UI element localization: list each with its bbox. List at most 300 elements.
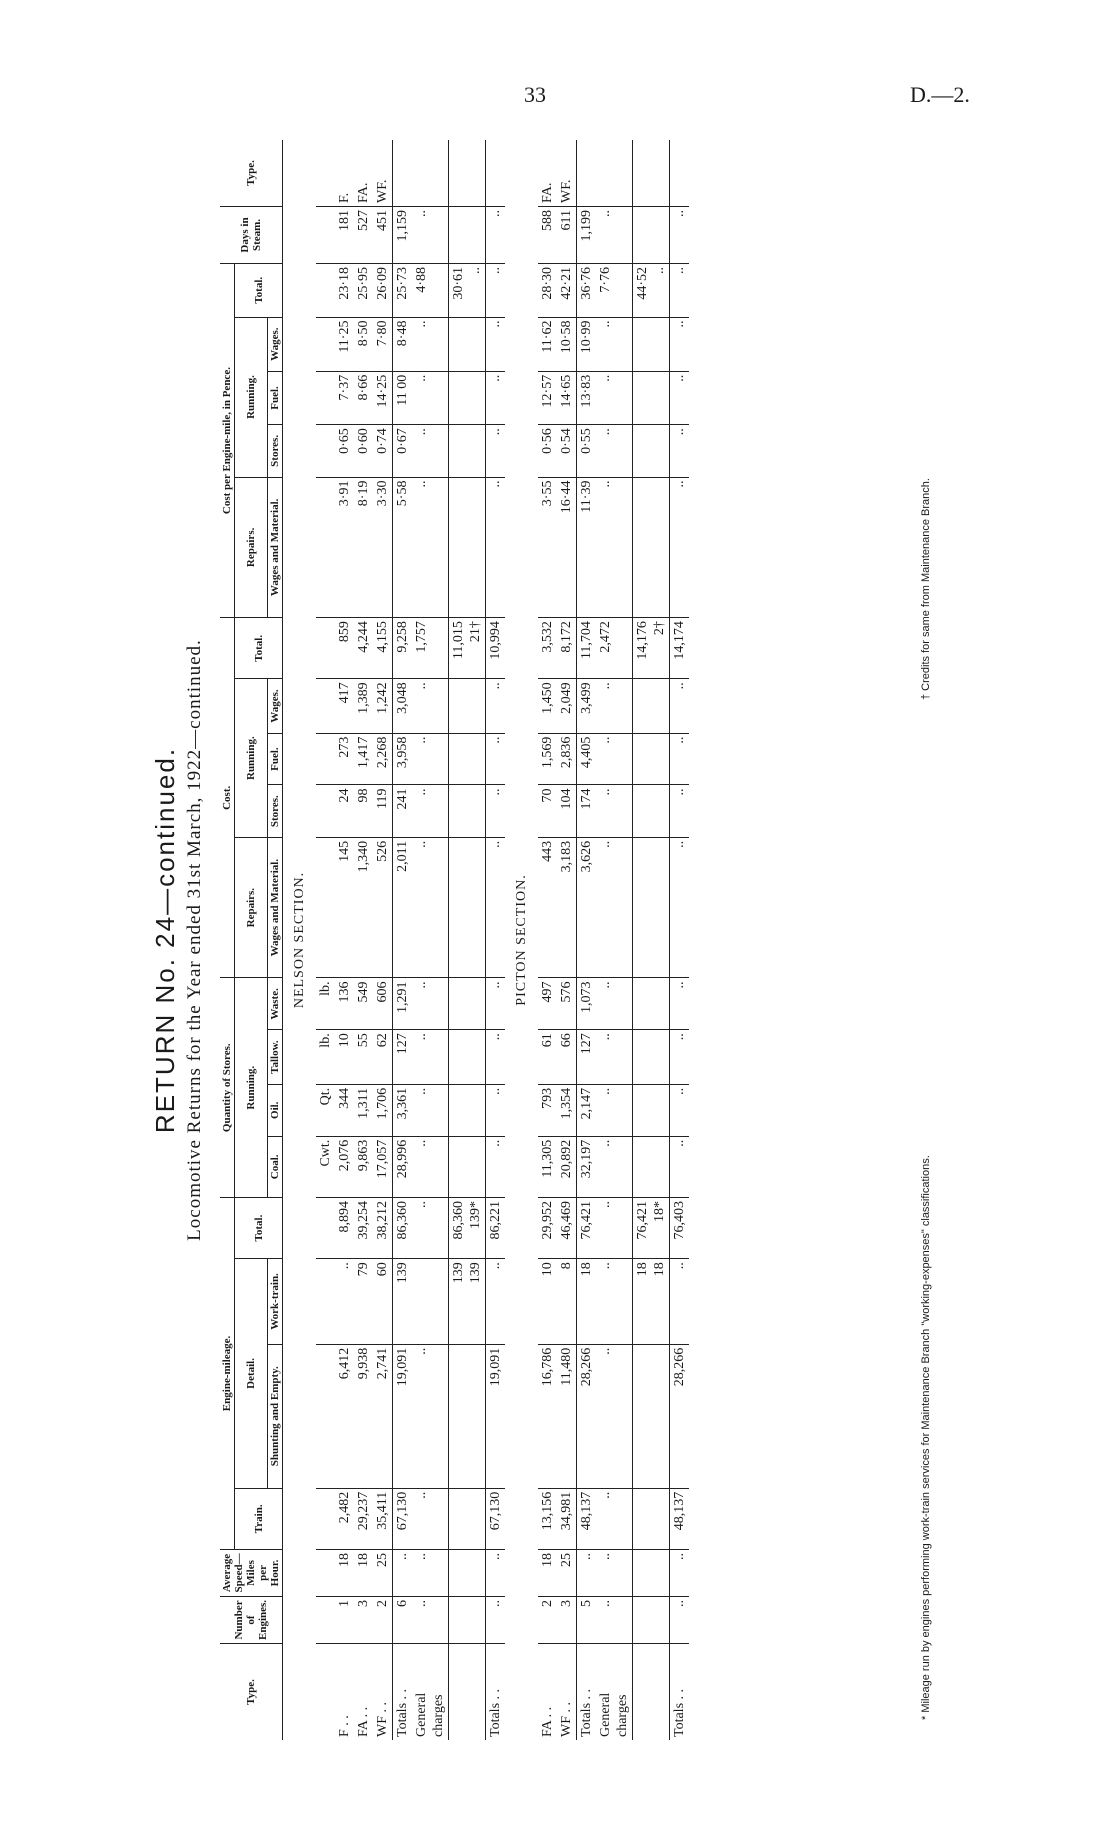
table-cell: 11·62 <box>538 317 557 371</box>
return-subtitle: Locomotive Returns for the Year ended 31st March, 1922—continued. <box>184 639 205 1241</box>
table-row <box>538 140 557 1740</box>
table-cell: 30·61 .. <box>449 264 486 318</box>
table-cell: 3·55 <box>538 477 557 618</box>
unit-cell <box>316 140 335 207</box>
table-cell: 48,137 <box>670 1488 690 1549</box>
table-cell: 46,469 <box>557 1197 577 1258</box>
table-cell: 8·66 <box>354 371 373 424</box>
table-cell: 4,405 <box>577 733 597 785</box>
table-cell: 0·65 <box>335 425 354 477</box>
page-number: 33 <box>524 82 546 107</box>
footnote-dagger: † Credits for same from Maintenance Branch. <box>920 478 932 700</box>
table-cell: 1,706 <box>373 1084 393 1136</box>
table-cell: .. <box>335 1259 354 1345</box>
table-cell: 3,361 <box>393 1084 413 1136</box>
unit-cell: Cwt. <box>316 1136 335 1197</box>
table-cell: .. <box>412 1197 449 1258</box>
table-cell: 10·58 <box>557 317 577 371</box>
table-cell: .. <box>596 1030 633 1085</box>
table-cell: .. <box>596 1259 633 1345</box>
table-cell: 3,048 <box>393 679 413 733</box>
table-cell <box>393 140 413 207</box>
table-row <box>393 140 413 1740</box>
table-row <box>335 140 354 1740</box>
table-cell: .. <box>486 1596 506 1643</box>
table-cell: 119 <box>373 785 393 837</box>
table-cell: .. <box>670 978 690 1030</box>
table-cell: .. <box>670 425 690 477</box>
header-type: Type. <box>220 1644 283 1741</box>
table-cell: 0·54 <box>557 425 577 477</box>
table-cell: .. <box>412 371 449 424</box>
table-cell: 1,159 <box>393 207 413 264</box>
table-cell: 19,091 <box>393 1344 413 1488</box>
table-cell <box>449 733 486 785</box>
table-cell: 18 <box>577 1259 597 1345</box>
unit-cell <box>316 1549 335 1596</box>
table-cell: .. <box>596 477 633 618</box>
table-cell: 60 <box>373 1259 393 1345</box>
return-title: RETURN No. 24—continued. <box>150 746 180 1134</box>
table-cell: 2 <box>373 1596 393 1643</box>
table-cell: .. <box>596 1488 633 1549</box>
table-cell: 1,569 <box>538 733 557 785</box>
table-cell: 241 <box>393 785 413 837</box>
table-cell: 5 <box>577 1596 597 1643</box>
table-cell: 23·18 <box>335 264 354 318</box>
table-cell <box>633 1488 670 1549</box>
table-cell: 451 <box>373 207 393 264</box>
table-cell: 7·80 <box>373 317 393 371</box>
header-avg-speed: Average Speed—Miles per Hour. <box>220 1549 283 1596</box>
table-cell: .. <box>412 1030 449 1085</box>
table-cell <box>596 140 633 207</box>
table-cell: FA. <box>356 182 371 203</box>
table-cell <box>449 785 486 837</box>
table-cell: .. <box>596 1084 633 1136</box>
table-cell <box>633 733 670 785</box>
table-cell: 11·25 <box>335 317 354 371</box>
table-cell: .. <box>596 317 633 371</box>
table-cell: 2,836 <box>557 733 577 785</box>
table-cell: 2 <box>538 1596 557 1643</box>
table-cell: 16,786 <box>538 1344 557 1488</box>
table-cell: .. <box>596 1136 633 1197</box>
table-cell: 26·09 <box>373 264 393 318</box>
table-cell: .. <box>486 733 506 785</box>
table-cell: 14,176 2† <box>633 618 670 679</box>
table-cell: .. <box>670 371 690 424</box>
table-cell <box>633 1136 670 1197</box>
unit-cell <box>316 264 335 318</box>
table-cell <box>633 425 670 477</box>
table-cell: .. <box>596 785 633 837</box>
table-row <box>412 140 449 1740</box>
table-cell: 1,450 <box>538 679 557 733</box>
table-cell: 25 <box>373 1549 393 1596</box>
table-row <box>577 140 597 1740</box>
table-cell <box>633 1344 670 1488</box>
header-cost-running: Running. <box>235 679 268 837</box>
table-cell <box>449 477 486 618</box>
table-cell: .. <box>412 1344 449 1488</box>
header-cost-wages: Wages. <box>268 679 283 733</box>
table-cell: 443 <box>538 837 557 978</box>
table-cell: .. <box>596 978 633 1030</box>
table-cell: 86,360 <box>393 1197 413 1258</box>
table-cell: .. <box>412 425 449 477</box>
table-cell: .. <box>412 978 449 1030</box>
table-cell: 1,073 <box>577 978 597 1030</box>
table-cell: 4,155 <box>373 618 393 679</box>
table-cell: 3·91 <box>335 477 354 618</box>
table-cell: 14,174 <box>670 618 690 679</box>
table-row <box>449 140 486 1740</box>
table-cell: 1,354 <box>557 1084 577 1136</box>
table-cell: 1,757 <box>412 618 449 679</box>
table-cell: 0·74 <box>373 425 393 477</box>
table-cell: .. <box>412 837 449 978</box>
table-cell: 1,340 <box>354 837 373 978</box>
table-row <box>354 140 373 1740</box>
table-cell <box>449 1136 486 1197</box>
table-cell: 8·50 <box>354 317 373 371</box>
section-heading: NELSON SECTION. <box>292 871 307 1009</box>
table-cell: 76,421 18* <box>633 1197 670 1258</box>
table-cell <box>449 1596 486 1643</box>
table-cell: 127 <box>577 1030 597 1085</box>
table-cell: 9,258 <box>393 618 413 679</box>
document-reference: D.—2. <box>910 82 970 107</box>
table-cell: .. <box>670 264 690 318</box>
table-cell: 18 <box>538 1549 557 1596</box>
header-cpm-wages: Wages. <box>268 317 283 371</box>
table-cell: 13,156 <box>538 1488 557 1549</box>
table-cell: Totals . . <box>393 1644 413 1741</box>
header-cpm-wages-material: Wages and Material. <box>268 477 283 618</box>
table-cell: .. <box>393 1549 413 1596</box>
unit-cell <box>316 837 335 978</box>
unit-cell <box>316 1596 335 1643</box>
table-cell <box>577 140 597 207</box>
table-cell <box>633 785 670 837</box>
table-cell: 549 <box>354 978 373 1030</box>
unit-cell <box>316 1644 335 1741</box>
table-cell: 3,626 <box>577 837 597 978</box>
table-cell: .. <box>670 1549 690 1596</box>
table-cell: 11·39 <box>577 477 597 618</box>
table-cell: 8·48 <box>393 317 413 371</box>
unit-cell <box>316 317 335 371</box>
table-cell: 18 <box>354 1549 373 1596</box>
unit-cell: Qt. <box>316 1084 335 1136</box>
table-cell: 0·60 <box>354 425 373 477</box>
table-cell: 8·19 <box>354 477 373 618</box>
table-cell: 11,704 <box>577 618 597 679</box>
table-cell: 62 <box>373 1030 393 1085</box>
table-cell: 8,172 <box>557 618 577 679</box>
header-mileage-total: Total. <box>235 1197 283 1258</box>
table-cell: .. <box>412 1596 449 1643</box>
table-row <box>596 140 633 1740</box>
table-cell: 70 <box>538 785 557 837</box>
table-cell: 127 <box>393 1030 413 1085</box>
table-cell: 25·95 <box>354 264 373 318</box>
header-days-in-steam: Days in Steam. <box>220 207 283 264</box>
table-cell: 67,130 <box>486 1488 506 1549</box>
table-cell: .. <box>670 679 690 733</box>
table-cell: 13·83 <box>577 371 597 424</box>
header-cpm-fuel: Fuel. <box>268 371 283 424</box>
table-cell: .. <box>670 477 690 618</box>
table-cell: 2,147 <box>577 1084 597 1136</box>
table-cell: 39,254 <box>354 1197 373 1258</box>
table-cell: WF . . <box>373 1644 393 1741</box>
table-cell: General charges <box>596 1644 633 1741</box>
table-cell: 273 <box>335 733 354 785</box>
table-cell: .. <box>596 1549 633 1596</box>
table-cell: 29,237 <box>354 1488 373 1549</box>
unit-cell <box>316 1488 335 1549</box>
table-cell: .. <box>486 477 506 618</box>
unit-cell <box>316 1197 335 1258</box>
table-row <box>633 140 670 1740</box>
table-cell: 2,011 <box>393 837 413 978</box>
table-cell: FA . . <box>538 1644 557 1741</box>
table-cell: .. <box>670 1259 690 1345</box>
table-cell: .. <box>596 733 633 785</box>
table-cell: .. <box>486 371 506 424</box>
table-cell: .. <box>486 1259 506 1345</box>
unit-cell <box>316 679 335 733</box>
table-cell: .. <box>412 1488 449 1549</box>
table-cell <box>633 1549 670 1596</box>
table-cell: 7·76 <box>596 264 633 318</box>
table-cell: 11,015 21† <box>449 618 486 679</box>
table-cell: .. <box>596 679 633 733</box>
unit-cell <box>316 618 335 679</box>
table-cell: 17,057 <box>373 1136 393 1197</box>
table-cell: 3,499 <box>577 679 597 733</box>
table-cell: .. <box>412 1084 449 1136</box>
table-cell: 98 <box>354 785 373 837</box>
rotated-return-table <box>140 140 970 1740</box>
table-cell: .. <box>670 1030 690 1085</box>
table-cell <box>633 1084 670 1136</box>
table-cell: 174 <box>577 785 597 837</box>
header-cost-total: Total. <box>235 618 283 679</box>
unit-cell <box>316 785 335 837</box>
table-cell: .. <box>486 264 506 318</box>
table-cell: 6 <box>393 1596 413 1643</box>
table-cell <box>633 317 670 371</box>
header-cpm-total: Total. <box>235 264 283 318</box>
table-cell: 6,412 <box>335 1344 354 1488</box>
unit-cell <box>316 425 335 477</box>
table-cell: 67,130 <box>393 1488 413 1549</box>
table-cell: .. <box>412 477 449 618</box>
table-cell <box>449 837 486 978</box>
table-cell: .. <box>412 1136 449 1197</box>
header-cost-repairs: Repairs. <box>235 837 268 978</box>
table-cell: 11 00 <box>393 371 413 424</box>
table-cell: 2,741 <box>373 1344 393 1488</box>
table-cell <box>633 1644 670 1741</box>
table-cell: .. <box>486 317 506 371</box>
table-cell: 48,137 <box>577 1488 597 1549</box>
table-cell <box>449 679 486 733</box>
table-cell: .. <box>486 1030 506 1085</box>
section-heading-row <box>283 140 317 1740</box>
header-cost-wages-material: Wages and Material. <box>268 837 283 978</box>
table-cell <box>633 679 670 733</box>
header-num-engines: Number of Engines. <box>220 1596 283 1643</box>
table-cell: 11,305 <box>538 1136 557 1197</box>
table-cell: 8 <box>557 1259 577 1345</box>
table-cell: 14·25 <box>373 371 393 424</box>
header-quantity-stores: Quantity of Stores. <box>220 978 235 1197</box>
unit-cell <box>316 477 335 618</box>
table-cell: .. <box>670 785 690 837</box>
header-coal: Coal. <box>268 1136 283 1197</box>
table-cell: 55 <box>354 1030 373 1085</box>
table-cell: 7·37 <box>335 371 354 424</box>
table-cell: WF. <box>375 179 390 203</box>
table-body <box>283 140 690 1740</box>
table-cell: 10 <box>538 1259 557 1345</box>
table-row <box>373 140 393 1740</box>
table-cell: 1,199 <box>577 207 597 264</box>
table-cell: 18 18 <box>633 1259 670 1345</box>
table-cell: .. <box>412 733 449 785</box>
table-cell: 61 <box>538 1030 557 1085</box>
table-cell: 28,266 <box>670 1344 690 1488</box>
table-cell <box>633 140 670 207</box>
table-cell: 3·30 <box>373 477 393 618</box>
table-cell <box>449 1344 486 1488</box>
table-cell: 611 <box>557 207 577 264</box>
table-cell: 12·57 <box>538 371 557 424</box>
units-row <box>316 140 335 1740</box>
table-cell: 25 <box>557 1549 577 1596</box>
unit-cell: lb. <box>316 1030 335 1085</box>
table-cell: 136 <box>335 978 354 1030</box>
table-cell <box>449 978 486 1030</box>
table-cell <box>449 1488 486 1549</box>
header-cpm-running: Running. <box>235 317 268 477</box>
table-cell: 25·73 <box>393 264 413 318</box>
table-cell: 44·52 .. <box>633 264 670 318</box>
table-cell <box>449 1030 486 1085</box>
table-cell <box>412 1259 449 1345</box>
table-cell: 2,268 <box>373 733 393 785</box>
table-cell: 0·56 <box>538 425 557 477</box>
table-cell: .. <box>596 1344 633 1488</box>
table-cell <box>670 140 690 207</box>
table-cell: 145 <box>335 837 354 978</box>
table-cell: .. <box>486 785 506 837</box>
header-waste: Waste. <box>268 978 283 1030</box>
header-tallow: Tallow. <box>268 1030 283 1085</box>
table-cell <box>412 140 449 207</box>
header-cost: Cost. <box>220 618 235 978</box>
table-cell <box>449 371 486 424</box>
table-cell <box>633 371 670 424</box>
table-cell: 16·44 <box>557 477 577 618</box>
table-cell: .. <box>486 679 506 733</box>
table-cell: 24 <box>335 785 354 837</box>
table-cell <box>633 837 670 978</box>
table-row <box>557 140 577 1740</box>
table-cell: 606 <box>373 978 393 1030</box>
table-cell: 10·99 <box>577 317 597 371</box>
table-cell: 1,311 <box>354 1084 373 1136</box>
table-cell: .. <box>596 1197 633 1258</box>
table-cell: .. <box>486 837 506 978</box>
locomotive-returns-table <box>220 140 689 1740</box>
table-cell: .. <box>670 317 690 371</box>
table-cell: 5·58 <box>393 477 413 618</box>
header-engine-mileage: Engine-mileage. <box>220 1197 235 1549</box>
table-cell: .. <box>596 1596 633 1643</box>
unit-cell <box>316 1344 335 1488</box>
table-cell <box>449 1549 486 1596</box>
table-cell: 18 <box>335 1549 354 1596</box>
header-detail: Detail. <box>235 1259 268 1489</box>
table-cell: .. <box>670 1084 690 1136</box>
table-cell: 2,076 <box>335 1136 354 1197</box>
header-work-train: Work-train. <box>268 1259 283 1345</box>
table-cell: 859 <box>335 618 354 679</box>
header-cpm-repairs: Repairs. <box>235 477 268 618</box>
table-cell: .. <box>596 837 633 978</box>
table-cell: 11,480 <box>557 1344 577 1488</box>
table-cell: .. <box>596 207 633 264</box>
table-cell: .. <box>577 1549 597 1596</box>
table-cell: FA. <box>540 182 555 203</box>
table-cell: 20,892 <box>557 1136 577 1197</box>
table-row <box>670 140 690 1740</box>
table-cell: 417 <box>335 679 354 733</box>
table-cell <box>633 1596 670 1643</box>
table-cell: .. <box>670 207 690 264</box>
table-cell: .. <box>486 425 506 477</box>
table-cell <box>633 207 670 264</box>
table-cell: .. <box>412 317 449 371</box>
table-cell: 0·55 <box>577 425 597 477</box>
table-cell: 4,244 <box>354 618 373 679</box>
table-cell: .. <box>670 837 690 978</box>
table-cell: 527 <box>354 207 373 264</box>
header-type-right: Type. <box>220 140 283 207</box>
table-cell <box>633 1030 670 1085</box>
table-cell: 4·88 <box>412 264 449 318</box>
table-cell: 3 <box>557 1596 577 1643</box>
table-cell: .. <box>670 1136 690 1197</box>
table-cell: 8,894 <box>335 1197 354 1258</box>
table-cell <box>449 207 486 264</box>
table-cell: 1,389 <box>354 679 373 733</box>
table-cell: 35,411 <box>373 1488 393 1549</box>
table-cell: F . . <box>335 1644 354 1741</box>
table-cell: .. <box>486 1549 506 1596</box>
table-cell: 3,183 <box>557 837 577 978</box>
table-cell <box>449 425 486 477</box>
section-heading-row <box>505 140 538 1740</box>
table-cell: .. <box>596 371 633 424</box>
header-shunting: Shunting and Empty. <box>268 1344 283 1488</box>
table-cell: 42·21 <box>557 264 577 318</box>
